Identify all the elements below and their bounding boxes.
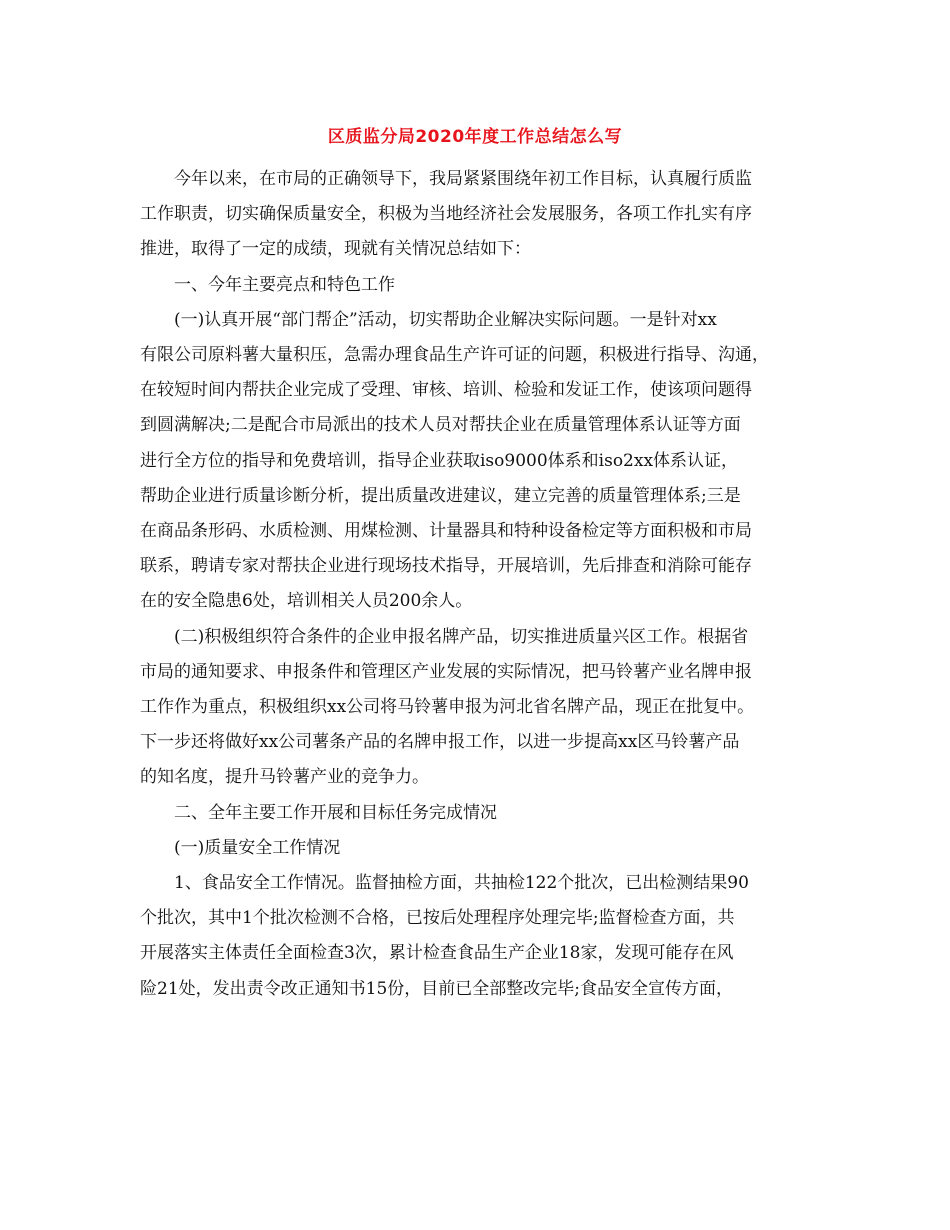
body-line: 帮助企业进行质量诊断分析，提出质量改进建议，建立完善的质量管理体系;三是: [140, 485, 741, 506]
body-line: 一、今年主要亮点和特色工作: [140, 274, 395, 295]
body-line: 进行全方位的指导和免费培训，指导企业获取iso9000体系和iso2xx体系认证，: [140, 450, 739, 471]
body-line: 险21处，发出责令改正通知书15份，目前已全部整改完毕;食品安全宣传方面，: [140, 978, 733, 999]
body-line: 今年以来，在市局的正确领导下，我局紧紧围绕年初工作目标，认真履行质监: [140, 169, 752, 189]
body-line: 二、全年主要工作开展和目标任务完成情况: [140, 802, 497, 823]
body-line: 开展落实主体责任全面检查3次，累计检查食品生产企业18家，发现可能存在风: [140, 943, 734, 964]
document-title: 区质监分局2020年度工作总结怎么写: [327, 127, 623, 147]
body-line: 到圆满解决;二是配合市局派出的技术人员对帮扶企业在质量管理体系认证等方面: [140, 415, 741, 436]
body-line: 1、食品安全工作情况。监督抽检方面，共抽检122个批次，已出检测结果90: [140, 873, 749, 894]
body-line: 联系，聘请专家对帮扶企业进行现场技术指导，开展培训，先后排查和消除可能存: [140, 556, 752, 577]
body-line: 在的安全隐患6处，培训相关人员200余人。: [140, 591, 473, 612]
body-line: 个批次，其中1个批次检测不合格，已按后处理程序处理完毕;监督检查方面，共: [140, 908, 735, 929]
body-line: (一)认真开展“部门帮企”活动，切实帮助企业解决实际问题。一是针对xx: [140, 309, 717, 330]
body-line: 的知名度，提升马铃薯产业的竞争力。: [140, 767, 429, 788]
body-line: 市局的通知要求、申报条件和管理区产业发展的实际情况，把马铃薯产业名牌申报: [140, 661, 752, 682]
body-line: (二)积极组织符合条件的企业申报名牌产品，切实推进质量兴区工作。根据省: [140, 626, 749, 647]
body-line: 有限公司原料薯大量积压，急需办理食品生产许可证的问题，积极进行指导、沟通，: [140, 345, 769, 366]
body-line: 工作作为重点，积极组织xx公司将马铃薯申报为河北省名牌产品，现正在批复中。: [140, 697, 755, 718]
body-line: 在较短时间内帮扶企业完成了受理、审核、培训、检验和发证工作，使该项问题得: [140, 380, 752, 401]
body-line: 下一步还将做好xx公司薯条产品的名牌申报工作，以进一步提高xx区马铃薯产品: [140, 732, 740, 753]
body-line: 在商品条形码、水质检测、用煤检测、计量器具和特种设备检定等方面积极和市局: [140, 521, 752, 542]
body-line: 工作职责，切实确保质量安全，积极为当地经济社会发展服务，各项工作扎实有序: [140, 204, 752, 225]
body-line: (一)质量安全工作情况: [140, 837, 341, 858]
body-line: 推进，取得了一定的成绩，现就有关情况总结如下：: [140, 239, 531, 260]
document-body: [140, 162, 812, 1007]
